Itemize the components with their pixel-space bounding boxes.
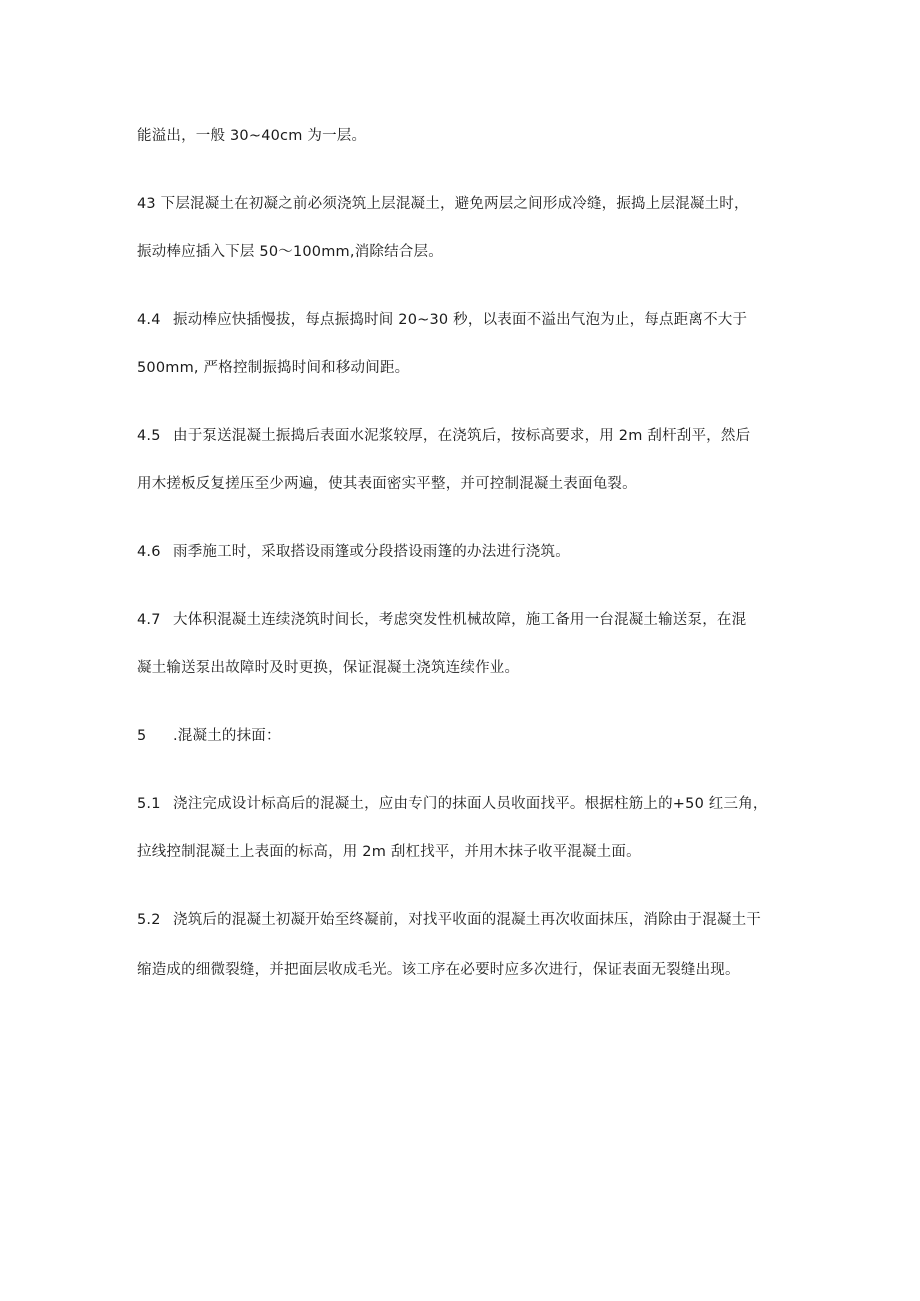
text-line xyxy=(137,426,750,446)
line-text: 凝土输送泵出故障时及时更换，保证混凝土浇筑连续作业。 xyxy=(137,660,520,676)
line-text: 雨季施工时，采取搭设雨篷或分段搭设雨篷的办法进行浇筑。 xyxy=(173,544,570,560)
line-text: .混凝土的抹面： xyxy=(173,728,281,744)
text-line xyxy=(137,310,747,330)
line-text: 缩造成的细微裂缝，并把面层收成毛光。该工序在必要时应多次进行，保证表面无裂缝出现。 xyxy=(137,962,740,978)
line-text: 500mm, 严格控制振捣时间和移动间距。 xyxy=(137,360,410,376)
section-number: 4.4 xyxy=(137,312,161,328)
section-number: 5 xyxy=(137,728,147,744)
text-line xyxy=(137,126,366,146)
line-text: 振动棒应插入下层 50～100mm,消除结合层。 xyxy=(137,244,443,260)
section-number: 5.2 xyxy=(137,912,161,928)
line-text: 浇筑后的混凝土初凝开始至终凝前，对找平收面的混凝土再次收面抹压，消除由于混凝土干 xyxy=(173,912,761,928)
line-text: 由于泵送混凝土振捣后表面水泥浆较厚，在浇筑后，按标高要求，用 2m 刮杆刮平，然后 xyxy=(173,428,751,444)
line-text: 浇注完成设计标高后的混凝土，应由专门的抹面人员收面找平。根据柱筋上的+50 红三角， xyxy=(173,796,768,812)
text-line xyxy=(137,358,409,378)
text-line xyxy=(137,842,641,862)
section-number: 5.1 xyxy=(137,796,161,812)
line-text: 大体积混凝土连续浇筑时间长，考虑突发性机械故障，施工备用一台混凝土输送泵，在混 xyxy=(173,612,747,628)
line-text: 能溢出，一般 30~40cm 为一层。 xyxy=(137,128,367,144)
text-line xyxy=(137,794,768,814)
text-line xyxy=(137,610,746,630)
line-text: 振动棒应快插慢拔，每点振捣时间 20~30 秒，以表面不溢出气泡为止，每点距离不大于 xyxy=(173,312,748,328)
text-line xyxy=(137,242,443,262)
text-line xyxy=(137,960,740,980)
section-number: 4.6 xyxy=(137,544,161,560)
text-line xyxy=(137,910,761,930)
line-text: 拉线控制混凝土上表面的标高，用 2m 刮杠找平，并用木抹子收平混凝土面。 xyxy=(137,844,641,860)
line-text: 用木搓板反复搓压至少两遍，使其表面密实平整，并可控制混凝土表面龟裂。 xyxy=(137,476,637,492)
text-line xyxy=(137,542,570,562)
text-line xyxy=(137,474,637,494)
text-line xyxy=(137,726,281,746)
section-number: 4.5 xyxy=(137,428,161,444)
line-text: 43 下层混凝土在初凝之前必须浇筑上层混凝土，避免两层之间形成冷缝，振捣上层混凝土时， xyxy=(137,196,749,212)
section-number: 4.7 xyxy=(137,612,161,628)
text-line xyxy=(137,194,749,214)
text-line xyxy=(137,658,519,678)
